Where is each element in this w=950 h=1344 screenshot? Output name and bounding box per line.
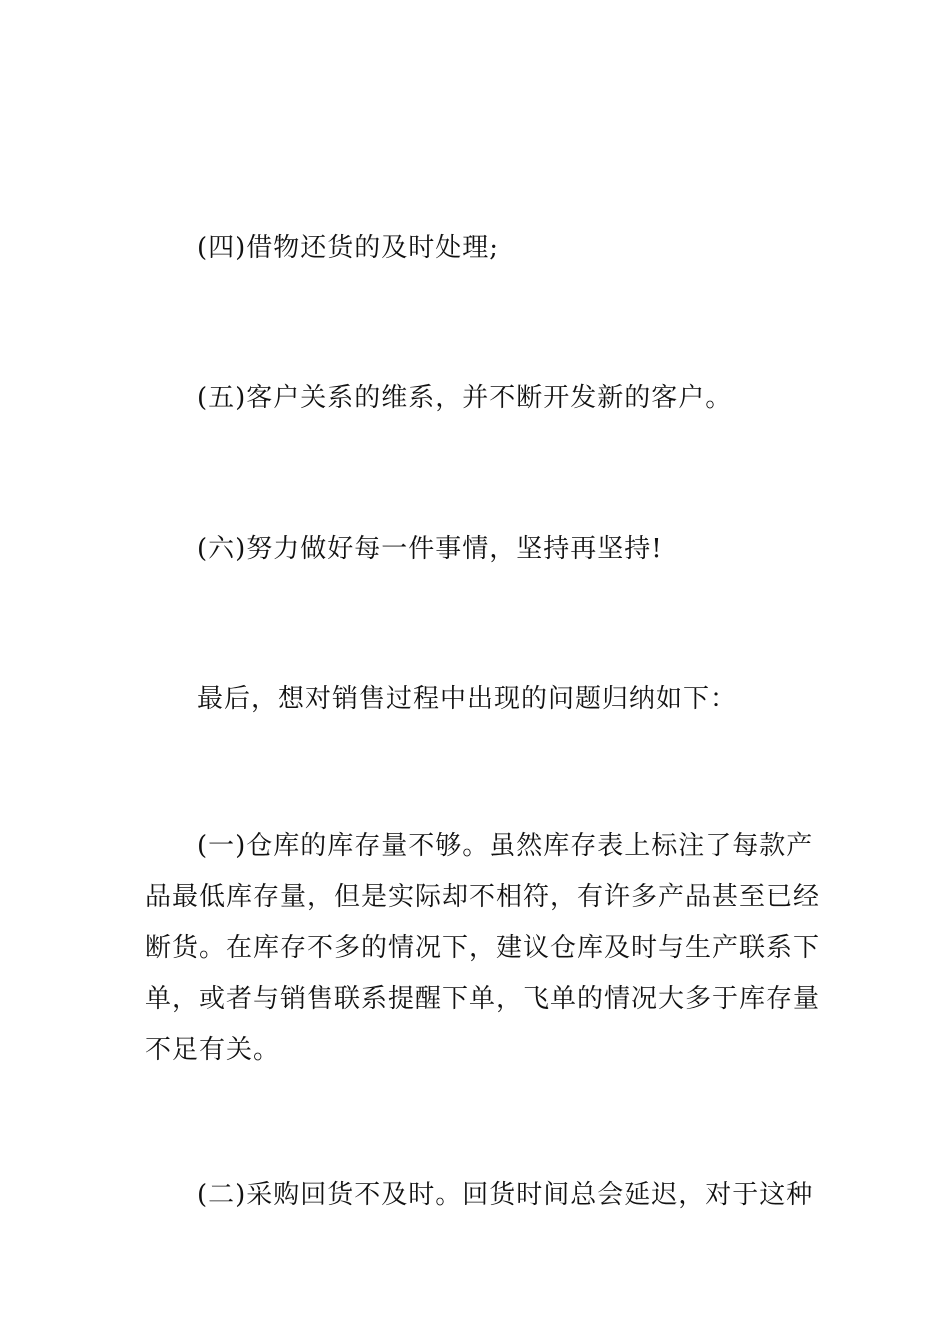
paragraph-summary-intro xyxy=(145,674,807,725)
text-line: (六)努力做好每一件事情，坚持再坚持! xyxy=(197,534,663,564)
text-line: (二)采购回货不及时。回货时间总会延迟，对于这种 xyxy=(197,1180,814,1210)
text-line: 品最低库存量，但是实际却不相符，有许多产品甚至已经 xyxy=(145,882,821,912)
paragraph-item-4 xyxy=(145,223,807,274)
text-line: 断货。在库存不多的情况下，建议仓库及时与生产联系下 xyxy=(145,933,821,963)
text-line: (五)客户关系的维系，并不断开发新的客户。 xyxy=(197,383,733,413)
text-line: 最后，想对销售过程中出现的问题归纳如下： xyxy=(197,684,738,714)
text-line: 单，或者与销售联系提醒下单，飞单的情况大多于库存量 xyxy=(145,984,821,1014)
paragraph-problem-2 xyxy=(145,1170,814,1221)
text-line: (一)仓库的库存量不够。虽然库存表上标注了每款产 xyxy=(197,831,814,861)
paragraph-item-5 xyxy=(145,373,807,424)
paragraph-item-6 xyxy=(145,524,807,575)
paragraph-problem-1 xyxy=(145,821,821,1076)
text-line: 不足有关。 xyxy=(145,1035,281,1065)
text-line: (四)借物还货的及时处理; xyxy=(197,233,500,263)
